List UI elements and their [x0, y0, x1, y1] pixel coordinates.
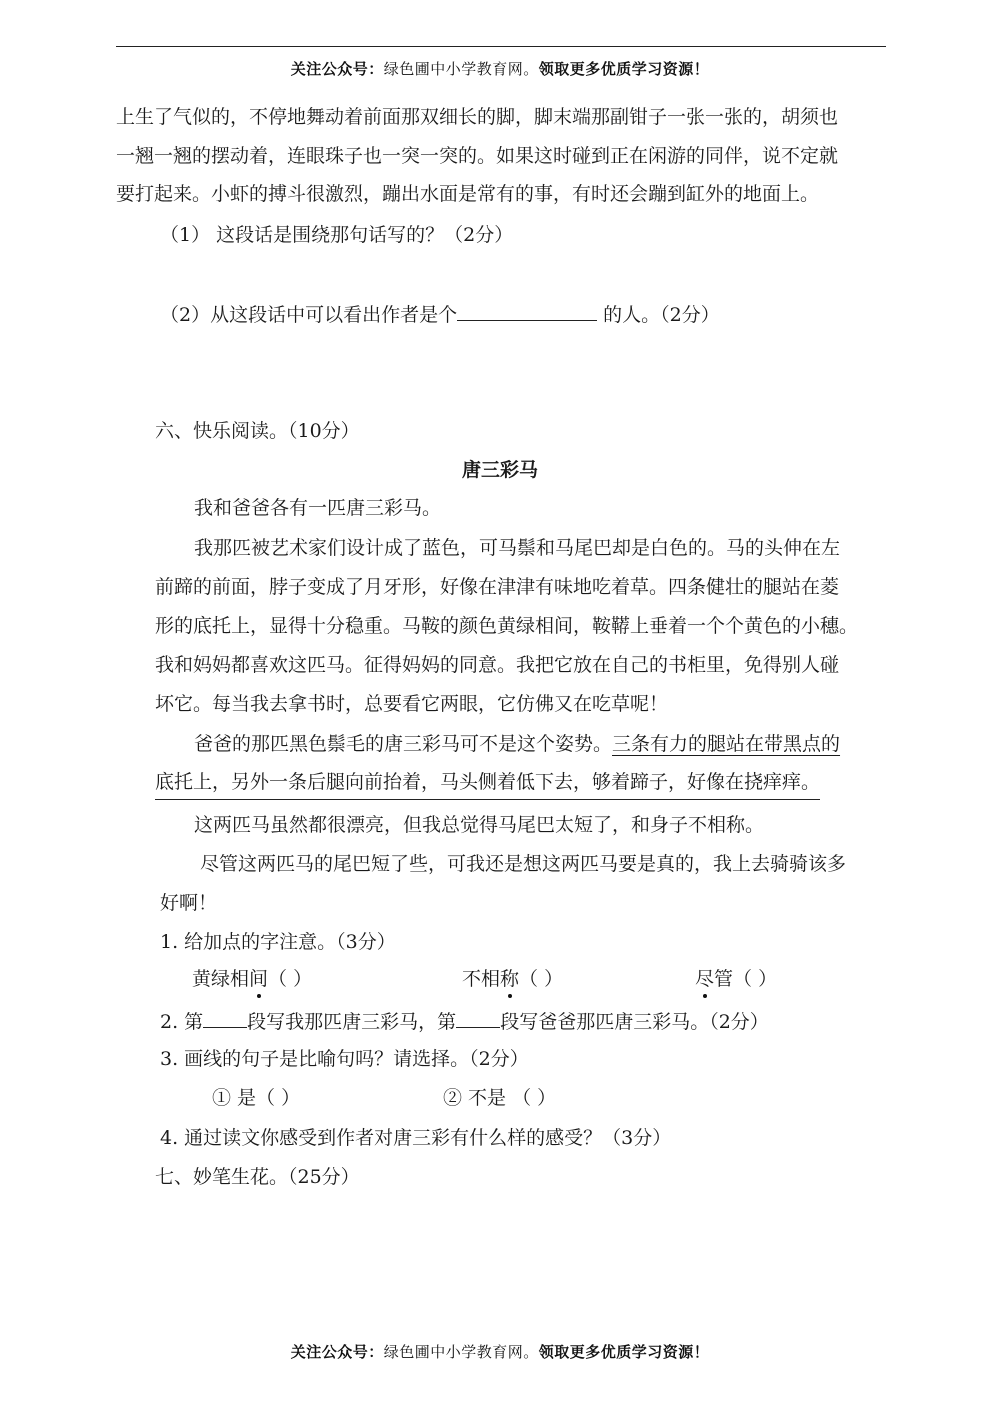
question-6-2-part-c: 段写爸爸那匹唐三彩马。（2分）	[500, 1011, 769, 1033]
item-1-answer-paren[interactable]: （ ）	[268, 968, 313, 990]
paragraph-3-line-2	[155, 769, 820, 800]
question-6-4: 4. 通过读文你感受到作者对唐三彩有什么样的感受？（3分）	[160, 1127, 672, 1149]
footer-plain: 绿色圃中小学教育网。	[383, 1343, 539, 1361]
header-bold-a: 关注公众号：	[290, 60, 384, 78]
question-5-2	[160, 300, 720, 328]
answer-blank-person[interactable]	[457, 300, 597, 321]
paragraph-3-plain: 爸爸的那匹黑色鬃毛的唐三彩马可不是这个姿势。	[194, 733, 613, 755]
question-6-2-part-a: 2. 第	[160, 1011, 204, 1033]
paragraph-2-line-3: 形的底托上，显得十分稳重。马鞍的颜色黄绿相间，鞍鞯上垂着一个个黄色的小穗。	[155, 615, 859, 637]
passage-line-2: 一翘一翘的摆动着，连眼珠子也一突一突的。如果这时碰到正在闲游的同伴，说不定就	[116, 145, 839, 167]
paragraph-5-line-1: 尽管这两匹马的尾巴短了些，可我还是想这两匹马要是真的，我上去骑骑该多	[200, 853, 847, 875]
question-6-1-item-3	[695, 966, 777, 992]
paragraph-4: 这两匹马虽然都很漂亮，但我总觉得马尾巴太短了，和身子不相称。	[194, 814, 765, 836]
question-6-2	[160, 1007, 769, 1035]
header-bold-b: 领取更多优质学习资源！	[538, 60, 710, 78]
item-2-answer-paren[interactable]: （ ）	[519, 968, 564, 990]
question-5-1: （1） 这段话是围绕那句话写的？（2分）	[160, 224, 514, 246]
page-header	[0, 58, 1000, 79]
paragraph-2-line-2: 前蹄的前面，脖子变成了月牙形，好像在津津有味地吃着草。四条健壮的腿站在菱	[155, 576, 840, 598]
item-2-text: 不相	[462, 968, 501, 990]
footer-bold-b: 领取更多优质学习资源！	[538, 1343, 710, 1361]
underlined-sentence-part-2: 底托上，另外一条后腿向前抬着，马头侧着低下去，够着蹄子，好像在挠痒痒。	[155, 769, 820, 800]
option-no[interactable]: ② 不是 （ ）	[443, 1087, 557, 1109]
passage-line-3: 要打起来。小虾的搏斗很激烈，蹦出水面是常有的事，有时还会蹦到缸外的地面上。	[116, 183, 820, 205]
paragraph-2-line-1: 我那匹被艺术家们设计成了蓝色，可马鬃和马尾巴却是白色的。马的头伸在左	[194, 537, 841, 559]
header-rule	[116, 46, 886, 47]
question-6-3: 3. 画线的句子是比喻句吗？请选择。（2分）	[160, 1048, 529, 1070]
question-6-2-part-b: 段写我那匹唐三彩马，第	[247, 1011, 457, 1033]
reading-title: 唐三彩马	[461, 459, 538, 481]
item-3-text: 管	[714, 968, 734, 990]
header-plain: 绿色圃中小学教育网。	[383, 60, 539, 78]
question-5-2-after: 的人。（2分）	[597, 304, 720, 326]
paragraph-2-line-5: 坏它。每当我去拿书时，总要看它两眼，它仿佛又在吃草呢！	[155, 693, 669, 715]
blank-paragraph-mine[interactable]	[203, 1007, 247, 1028]
paragraph-5-line-2: 好啊！	[160, 892, 218, 914]
item-3-dotted-char: 尽	[695, 968, 715, 990]
paragraph-3-line-1	[194, 731, 840, 757]
blank-paragraph-dad[interactable]	[456, 1007, 500, 1028]
item-3-answer-paren[interactable]: （ ）	[733, 968, 778, 990]
item-2-dotted-char: 称	[500, 968, 520, 990]
underlined-sentence-part-1: 三条有力的腿站在带黑点的	[612, 733, 841, 755]
paragraph-1: 我和爸爸各有一匹唐三彩马。	[194, 497, 442, 519]
question-6-1: 1. 给加点的字注意。（3分）	[160, 931, 396, 953]
page-footer	[0, 1341, 1000, 1362]
question-6-1-item-2	[462, 966, 563, 992]
passage-line-1: 上生了气似的，不停地舞动着前面那双细长的脚，脚末端那副钳子一张一张的，胡须也	[116, 106, 839, 128]
footer-bold-a: 关注公众号：	[290, 1343, 384, 1361]
question-6-1-item-1	[192, 966, 312, 992]
paragraph-2-line-4: 我和妈妈都喜欢这匹马。征得妈妈的同意。我把它放在自己的书柜里，免得别人碰	[155, 654, 840, 676]
item-1-text: 黄绿相	[192, 968, 250, 990]
question-5-2-before: （2）从这段话中可以看出作者是个	[160, 304, 458, 326]
section-6-heading: 六、快乐阅读。（10分）	[155, 420, 360, 442]
item-1-dotted-char: 间	[249, 968, 269, 990]
section-7-heading: 七、妙笔生花。（25分）	[155, 1166, 360, 1188]
option-yes[interactable]: ① 是（ ）	[212, 1087, 301, 1109]
